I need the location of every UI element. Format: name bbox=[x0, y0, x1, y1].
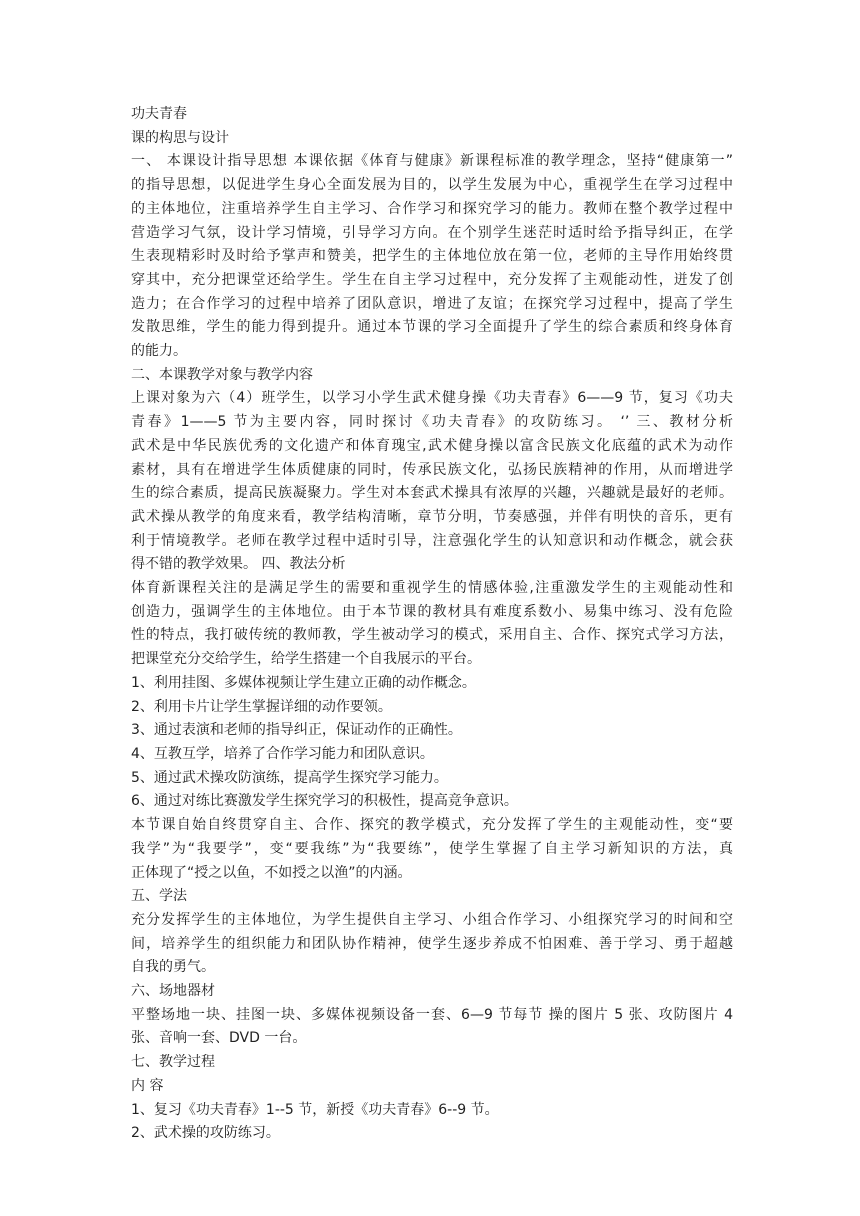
paragraph-line: 生的综合素质，提高民族凝聚力。学生对本套武术操具有浓厚的兴趣，兴趣就是最好的老师。 bbox=[131, 485, 733, 502]
paragraph-line: 体育新课程关注的是满足学生的需要和重视学生的情感体验,注重激发学生的主观能动性和 bbox=[131, 580, 733, 597]
paragraph-line: 自我的勇气。 bbox=[131, 959, 215, 976]
paragraph-line: 穿其中，充分把课堂还给学生。学生在自主学习过程中，充分发挥了主观能动性，迸发了创 bbox=[131, 271, 733, 288]
paragraph-line: 我学”为“我要学”，变“要我练”为“我要练”，使学生掌握了自主学习新知识的方法，真 bbox=[131, 840, 733, 857]
paragraph-line: 平整场地一块、挂图一块、多媒体视频设备一套、6—9 节每节 操的图片 5 张、攻防图片 4 bbox=[131, 1006, 733, 1023]
list-item: 4、互教互学，培养了合作学习能力和团队意识。 bbox=[131, 745, 434, 762]
document-title: 功夫青春 bbox=[131, 106, 187, 122]
list-item: 6、通过对练比赛激发学生探究学习的积极性，提高竞争意识。 bbox=[131, 793, 518, 810]
paragraph-line: 本节课自始自终贯穿自主、合作、探究的教学模式，充分发挥了学生的主观能动性，变“要 bbox=[131, 817, 733, 834]
section-heading: 五、学法 bbox=[131, 888, 187, 905]
paragraph-line: 性的特点，我打破传统的教师教，学生被动学习的模式，采用自主、合作、探究式学习方法， bbox=[131, 627, 733, 644]
paragraph-line: 正体现了“授之以鱼，不如授之以渔”的内涵。 bbox=[131, 864, 412, 881]
list-item: 5、通过武术操攻防演练，提高学生探究学习能力。 bbox=[131, 769, 448, 786]
paragraph-line: 发散思维，学生的能力得到提升。通过本节课的学习全面提升了学生的综合素质和终身体育 bbox=[131, 319, 733, 336]
list-item: 3、通过表演和老师的指导纠正，保证动作的正确性。 bbox=[131, 722, 462, 739]
list-item: 2、武术操的攻防练习。 bbox=[131, 1125, 280, 1142]
paragraph-line: 素材，具有在增进学生体质健康的同时，传承民族文化，弘扬民族精神的作用，从而增进学 bbox=[131, 461, 733, 478]
paragraph-line: 把课堂充分交给学生，给学生搭建一个自我展示的平台。 bbox=[131, 651, 481, 668]
paragraph-line: 造力；在合作学习的过程中培养了团队意识，增进了友谊；在探究学习过程中，提高了学生 bbox=[131, 295, 733, 312]
section-heading: 六、场地器材 bbox=[131, 983, 215, 1000]
paragraph-line: 生表现精彩时及时给予掌声和赞美，把学生的主体地位放在第一位，老师的主导作用始终贯 bbox=[131, 248, 733, 265]
paragraph-line: 间，培养学生的组织能力和团队协作精神，使学生逐步养成不怕困难、善于学习、勇于超越 bbox=[131, 935, 733, 952]
paragraph-line: 得不错的教学效果。 四、教法分析 bbox=[131, 556, 346, 573]
paragraph-line: 武术是中华民族优秀的文化遗产和体育瑰宝,武术健身操以富含民族文化底蕴的武术为动作 bbox=[131, 437, 733, 454]
paragraph-line: 的能力。 bbox=[131, 343, 187, 360]
section-heading: 二、本课教学对象与教学内容 bbox=[131, 366, 313, 383]
paragraph-line: 青春》1——5 节为主要内容，同时探讨《功夫青春》的攻防练习。 ‘’ 三、教材分析 bbox=[131, 414, 733, 431]
paragraph-line: 利于情境教学。老师在教学过程中适时引导，注意强化学生的认知意识和动作概念，就会获 bbox=[131, 532, 733, 549]
paragraph-line: 充分发挥学生的主体地位，为学生提供自主学习、小组合作学习、小组探究学习的时间和空 bbox=[131, 911, 733, 928]
list-item: 1、复习《功夫青春》1--5 节，新授《功夫青春》6--9 节。 bbox=[131, 1101, 499, 1118]
subheading: 内 容 bbox=[131, 1077, 164, 1094]
paragraph-line: 的主体地位，注重培养学生自主学习、合作学习和探究学习的能力。教师在整个教学过程中 bbox=[131, 200, 733, 217]
paragraph-line: 上课对象为六（4）班学生，以学习小学生武术健身操《功夫青春》6——9 节，复习《功夫 bbox=[131, 390, 733, 407]
paragraph-line: 张、音响一套、DVD 一台。 bbox=[131, 1030, 307, 1047]
paragraph-line: 创造力，强调学生的主体地位。由于本节课的教材具有难度系数小、易集中练习、没有危险 bbox=[131, 603, 733, 620]
list-item: 1、利用挂图、多媒体视频让学生建立正确的动作概念。 bbox=[131, 674, 476, 691]
paragraph-line: 的指导思想，以促进学生身心全面发展为目的，以学生发展为中心，重视学生在学习过程中 bbox=[131, 177, 733, 194]
list-item: 2、利用卡片让学生掌握详细的动作要领。 bbox=[131, 698, 392, 715]
section-heading: 课的构思与设计 bbox=[131, 129, 229, 146]
section-heading: 七、教学过程 bbox=[131, 1054, 215, 1071]
paragraph-line: 一、 本课设计指导思想 本课依据《体育与健康》新课程标准的教学理念，坚持“健康第一” bbox=[131, 153, 733, 170]
paragraph-line: 营造学习气氛，设计学习情境，引导学习方向。在个别学生迷茫时适时给予指导纠正，在学 bbox=[131, 224, 733, 241]
document-body bbox=[131, 103, 733, 1146]
paragraph-line: 武术操从教学的角度来看，教学结构清晰，章节分明，节奏感强，并伴有明快的音乐，更有 bbox=[131, 508, 733, 525]
